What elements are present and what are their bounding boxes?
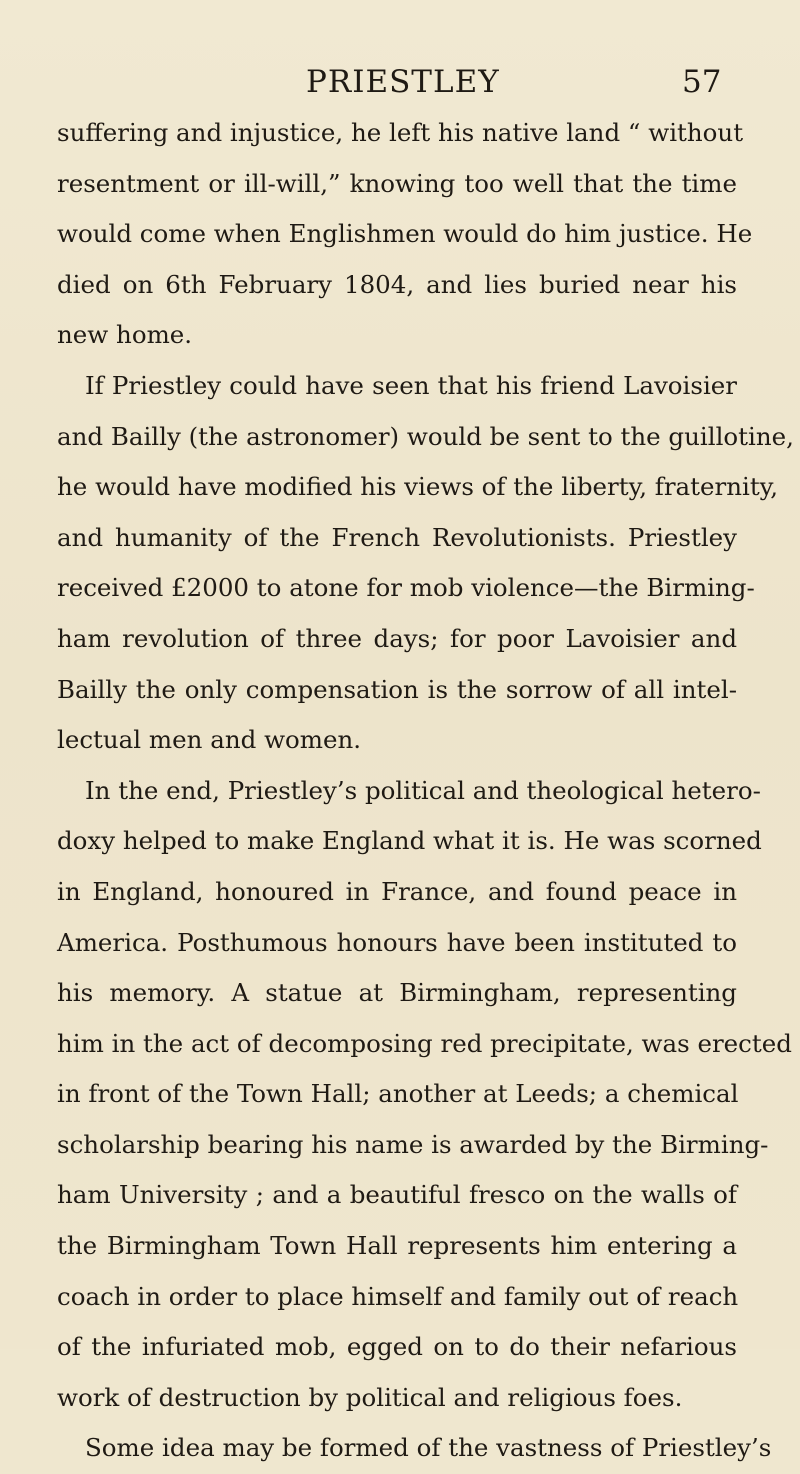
text-line: lectual men and women. (57, 725, 362, 755)
paragraph-4 (57, 1423, 772, 1474)
text-line: and humanity of the French Revolutionists. Priestley (57, 522, 737, 552)
text-line: of the infuriated mob, egged on to do their nefarious (57, 1332, 737, 1362)
page-number: 57 (682, 64, 722, 100)
text-line: ham University ; and a beautiful fresco on the walls of (57, 1180, 737, 1210)
text-line: Some idea may be formed of the vastness of Priestley’s (85, 1433, 772, 1463)
text-line: coach in order to place himself and family out of reach (57, 1281, 739, 1311)
body-text (57, 108, 794, 1474)
paragraph-2 (57, 361, 794, 766)
text-line: and Bailly (the astronomer) would be sent to the guillotine, (57, 421, 794, 451)
text-line: doxy helped to make England what it is. He was scorned (57, 826, 762, 856)
text-line: his memory. A statue at Birmingham, representing (57, 978, 737, 1008)
text-line: he would have modified his views of the liberty, fraternity, (57, 472, 779, 502)
running-head (0, 62, 800, 102)
paragraph-3 (57, 766, 792, 1424)
text-line: died on 6th February 1804, and lies buried near his (57, 269, 737, 299)
text-line: Bailly the only compensation is the sorrow of all intel- (57, 674, 737, 704)
text-line: received £2000 to atone for mob violence—the Birming- (57, 573, 755, 603)
text-line: the Birmingham Town Hall represents him entering a (57, 1231, 737, 1261)
running-title: PRIESTLEY (306, 64, 500, 100)
text-line: America. Posthumous honours have been instituted to (57, 927, 737, 957)
text-line: him in the act of decomposing red precipitate, was erected (57, 1028, 792, 1058)
text-line: work of destruction by political and religious foes. (57, 1382, 683, 1412)
text-line: In the end, Priestley’s political and theological hetero- (85, 775, 761, 805)
text-line: suffering and injustice, he left his native land “ without (57, 118, 744, 147)
text-line: in front of the Town Hall; another at Leeds; a chemical (57, 1079, 739, 1109)
text-line: resentment or ill-will,” knowing too well that the time (57, 168, 737, 198)
text-line: would come when Englishmen would do him justice. He (57, 219, 753, 249)
text-line: new home. (57, 320, 193, 350)
text-line: If Priestley could have seen that his friend Lavoisier (85, 370, 737, 400)
paragraph-1 (57, 108, 753, 361)
text-line: in England, honoured in France, and found peace in (57, 876, 737, 906)
text-line: scholarship bearing his name is awarded by the Birming- (57, 1129, 769, 1159)
text-line: ham revolution of three days; for poor Lavoisier and (57, 623, 737, 653)
